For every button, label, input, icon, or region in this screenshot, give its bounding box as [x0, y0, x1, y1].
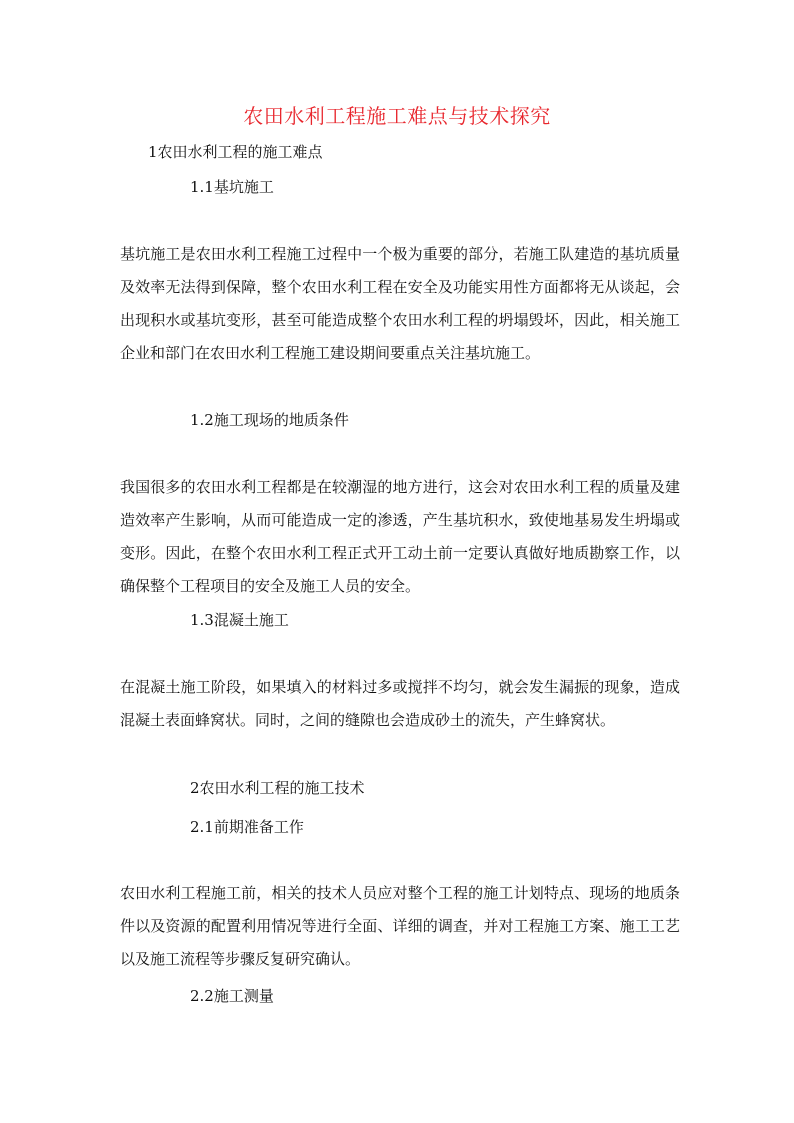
section-1-1-heading: 1.1基坑施工: [190, 178, 274, 196]
section-1-3-heading: 1.3混凝土施工: [190, 611, 289, 629]
section-1-3-paragraph: 在混凝土施工阶段，如果填入的材料过多或搅拌不均匀，就会发生漏振的现象，造成混凝土表面蜂窝状。同时，之间的缝隙也会造成砂土的流失，产生蜂窝状。: [120, 678, 680, 729]
section-1-1-paragraph: 基坑施工是农田水利工程施工过程中一个极为重要的部分，若施工队建造的基坑质量及效率无法得到保障，整个农田水利工程在安全及功能实用性方面都将无从谈起，会出现积水或基坑变形，甚至可能造成整个农田水利工程的坍塌毁坏，因此，相关施工企业和部门在农田水利工程施工建设期间要重点关注基坑施工。: [120, 245, 680, 362]
section-2-heading: 2农田水利工程的施工技术: [190, 779, 365, 797]
section-2-1-heading: 2.1前期准备工作: [190, 818, 304, 836]
section-1-2-paragraph: 我国很多的农田水利工程都是在较潮湿的地方进行，这会对农田水利工程的质量及建造效率产生影响，从而可能造成一定的渗透，产生基坑积水，致使地基易发生坍塌或变形。因此，在整个农田水利工程正式开工动土前一定要认真做好地质勘察工作，以确保整个工程项目的安全及施工人员的安全。: [120, 478, 680, 595]
section-1-heading: 1农田水利工程的施工难点: [148, 143, 323, 161]
section-1-2-heading: 1.2施工现场的地质条件: [190, 411, 349, 429]
section-2-1-paragraph: 农田水利工程施工前，相关的技术人员应对整个工程的施工计划特点、现场的地质条件以及资源的配置利用情况等进行全面、详细的调查，并对工程施工方案、施工工艺以及施工流程等步骤反复研究确认。: [120, 884, 680, 968]
document-title: 农田水利工程施工难点与技术探究: [243, 104, 551, 128]
section-2-2-heading: 2.2施工测量: [190, 987, 274, 1005]
